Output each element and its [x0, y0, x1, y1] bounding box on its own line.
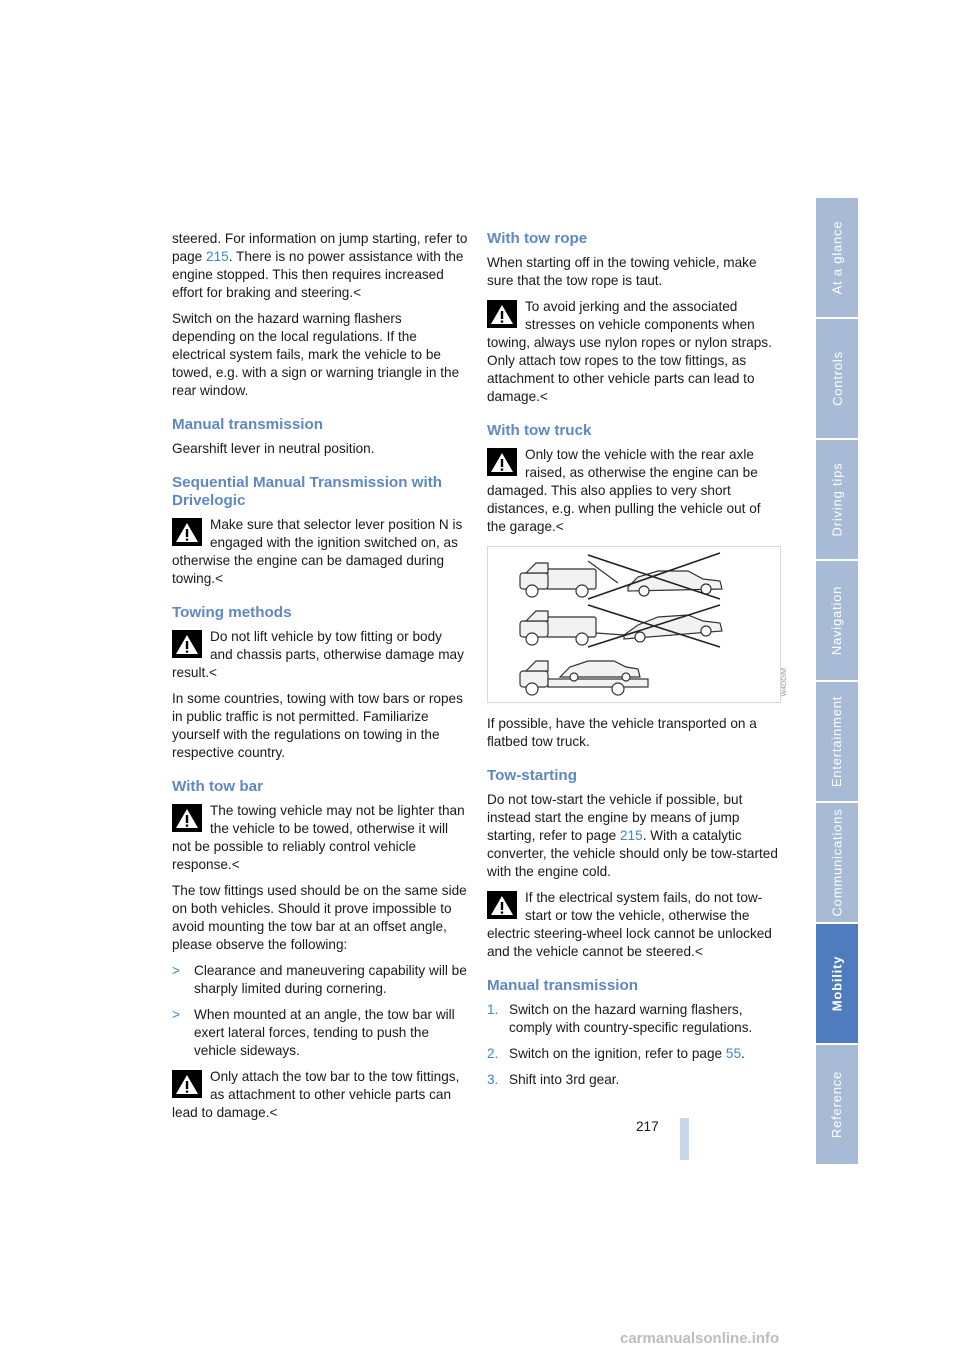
warning-note: The towing vehicle may not be lighter than the vehicle to be towed, otherwise it will not be possible to reliably control vehicle response.< — [172, 803, 465, 872]
tab-at-a-glance[interactable]: At a glance — [816, 198, 858, 317]
warning-triangle-icon — [172, 804, 202, 832]
paragraph: In some countries, towing with tow bars or ropes in public traffic is not permitted. Familiarize yourself with the regulations on towing in the respective country. — [172, 691, 463, 760]
warning-note: If the electrical system fails, do not tow-start or tow the vehicle, otherwise the electric steering-wheel lock cannot be unlocked and the vehicle cannot be steered.< — [487, 890, 772, 959]
warning-note: Only tow the vehicle with the rear axle raised, as otherwise the engine can be damaged. This also applies to very short distances, e.g. when pulling the vehicle out of the garage.< — [487, 447, 761, 534]
section-heading: With tow truck — [487, 422, 592, 439]
warning-note: Do not lift vehicle by tow fitting or body and chassis parts, otherwise damage may result.< — [172, 629, 464, 680]
section-heading: Tow-starting — [487, 767, 577, 784]
warning-triangle-icon — [487, 300, 517, 328]
footer-watermark: carmanualsonline.info — [620, 1330, 780, 1347]
chapter-tabs — [816, 198, 858, 1166]
page-link[interactable]: 55 — [725, 1046, 742, 1061]
tab-mobility[interactable]: Mobility — [816, 924, 858, 1043]
section-heading: Sequential Manual Transmission with Drivelogic — [172, 474, 443, 509]
warning-note: Only attach the tow bar to the tow fittings, as attachment to other vehicle parts can lead to damage.< — [172, 1069, 460, 1120]
list-item: 1. Switch on the hazard warning flashers, comply with country-specific regulations. — [487, 1002, 753, 1035]
paragraph: Gearshift lever in neutral position. — [172, 441, 375, 456]
section-heading: Manual transmission — [487, 977, 639, 994]
list-item: > Clearance and maneuvering capability will be sharply limited during cornering. — [172, 963, 467, 996]
left-column — [172, 230, 468, 1130]
flatbed-truck-icon — [520, 661, 648, 695]
paragraph: The tow fittings used should be on the same side on both vehicles. Should it prove impossible to avoid mounting the tow bar at an offset angle, please observe the following: — [172, 883, 467, 952]
warning-triangle-icon — [487, 891, 517, 919]
warning-note: To avoid jerking and the associated stresses on vehicle components when towing, always use nylon ropes or nylon straps. Only attach tow ropes to the tow fittings, as attachment to other vehicle parts can lead to damage.< — [487, 299, 772, 404]
paragraph: Switch on the hazard warning flashers depending on the local regulations. If the electrical system fails, mark the vehicle to be towed, e.g. with a sign or warning triangle in the rear window. — [172, 311, 460, 398]
list-item: > When mounted at an angle, the tow bar will exert lateral forces, tending to push the vehicle sideways. — [172, 1007, 455, 1058]
figure-code: W4DDIM — [781, 667, 788, 696]
section-heading: Manual transmission — [172, 416, 324, 433]
towing-illustration — [487, 546, 788, 703]
section-heading: With tow bar — [172, 778, 263, 795]
paragraph: If possible, have the vehicle transported on a flatbed tow truck. — [487, 716, 757, 749]
warning-note: Make sure that selector lever position N is engaged with the ignition switched on, as otherwise the engine can be damaged during towing.< — [172, 517, 463, 586]
section-heading: Towing methods — [172, 604, 292, 621]
tab-communications[interactable]: Communications — [816, 803, 858, 922]
section-heading: With tow rope — [487, 230, 588, 247]
tab-entertainment[interactable]: Entertainment — [816, 682, 858, 801]
step-list — [487, 1001, 783, 1089]
warning-triangle-icon — [172, 630, 202, 658]
paragraph: When starting off in the towing vehicle, make sure that the tow rope is taut. — [487, 255, 757, 288]
page-number: 217 — [636, 1119, 659, 1134]
tab-controls[interactable]: Controls — [816, 319, 858, 438]
tab-reference[interactable]: Reference — [816, 1045, 858, 1164]
list-item: 2. Switch on the ignition, refer to page 55. — [487, 1046, 745, 1061]
warning-triangle-icon — [487, 448, 517, 476]
paragraph: steered. For information on jump starting, refer to page 215. There is no power assistance with the engine stopped. This then requires increased effort for braking and steering.< — [172, 231, 468, 300]
car-icon — [624, 615, 722, 642]
tab-navigation[interactable]: Navigation — [816, 561, 858, 680]
page-link[interactable]: 215 — [206, 249, 229, 264]
page-link[interactable]: 215 — [620, 828, 643, 843]
list-item: 3. Shift into 3rd gear. — [487, 1072, 620, 1087]
tow-truck-diagram — [488, 547, 780, 702]
right-column — [487, 230, 788, 1097]
paragraph: Do not tow-start the vehicle if possible, but instead start the engine by means of jump starting, refer to page 215. With a catalytic converter, the vehicle should only be tow-started with the engine cold. — [487, 792, 778, 879]
tow-truck-icon — [520, 561, 618, 597]
warning-triangle-icon — [172, 1070, 202, 1098]
tab-driving-tips[interactable]: Driving tips — [816, 440, 858, 559]
page-marker — [680, 1118, 689, 1160]
warning-triangle-icon — [172, 518, 202, 546]
bullet-list — [172, 962, 468, 1060]
